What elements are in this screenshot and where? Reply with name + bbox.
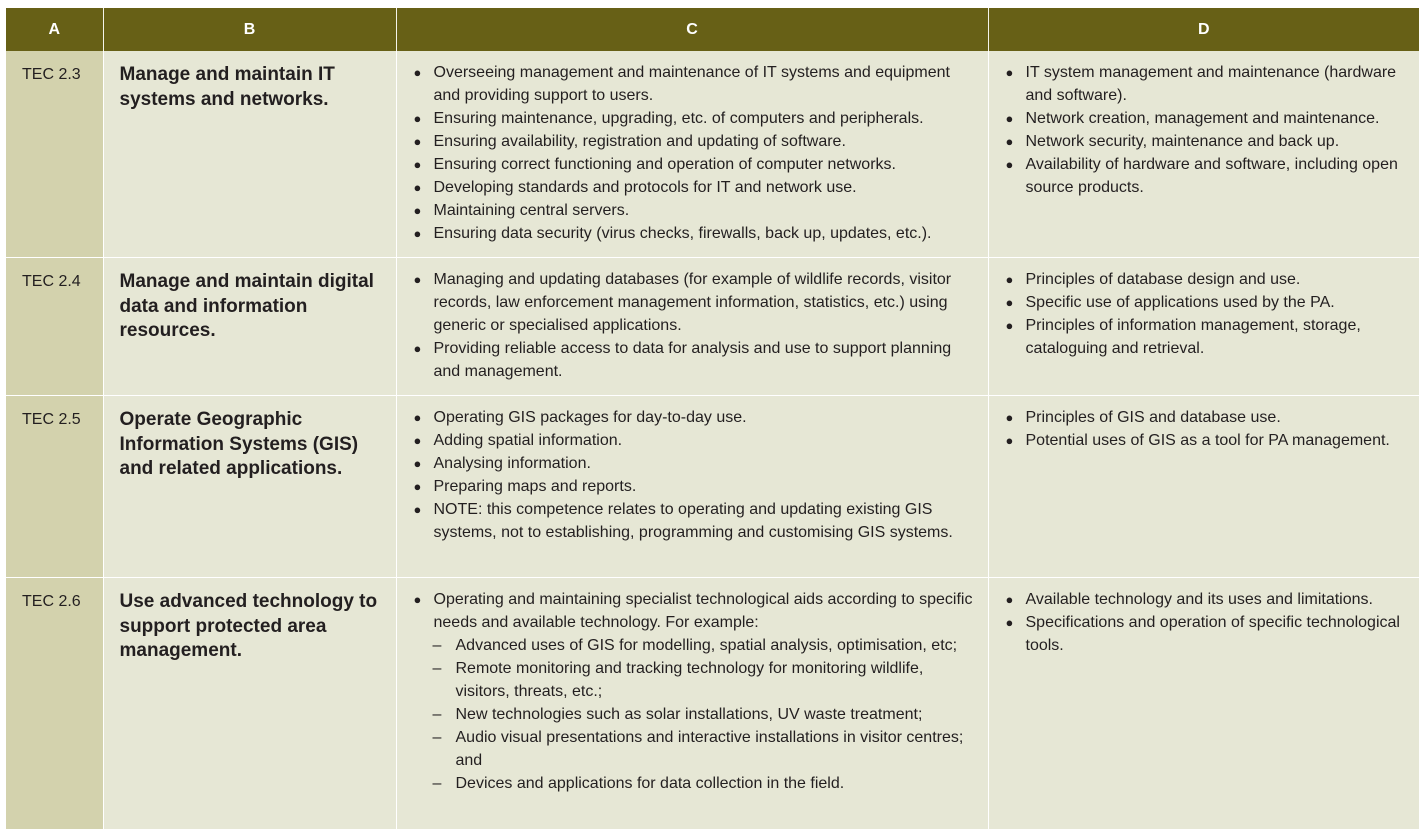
header-d: D <box>988 8 1419 51</box>
list-item: ● NOTE: this competence relates to operating and updating existing GIS systems, not to establishing, programming and customising GIS systems. <box>413 498 976 544</box>
table-row <box>6 578 1419 830</box>
list-item: ● Available technology and its uses and limitations. <box>1005 588 1408 611</box>
list-item: ● Principles of GIS and database use. <box>1005 406 1408 429</box>
table-row <box>6 396 1419 578</box>
sub-list-item: – Remote monitoring and tracking technology for monitoring wildlife, visitors, threats, etc.; <box>413 657 976 703</box>
sub-list-item: – Devices and applications for data collection in the field. <box>413 772 976 795</box>
list-item: ● Preparing maps and reports. <box>413 475 976 498</box>
competence-title: Manage and maintain digital data and information resources. <box>103 258 396 396</box>
knowledge-cell <box>988 51 1419 258</box>
list-item: ● Ensuring maintenance, upgrading, etc. of computers and peripherals. <box>413 107 976 130</box>
list-item: ● IT system management and maintenance (hardware and software). <box>1005 61 1408 107</box>
header-a: A <box>6 8 103 51</box>
activities-cell <box>396 258 988 396</box>
list-item: ● Network creation, management and maintenance. <box>1005 107 1408 130</box>
list-item: ● Maintaining central servers. <box>413 199 976 222</box>
header-c: C <box>396 8 988 51</box>
list-item: ● Ensuring availability, registration and updating of software. <box>413 130 976 153</box>
competence-title: Manage and maintain IT systems and networks. <box>103 51 396 258</box>
competence-title: Operate Geographic Information Systems (GIS) and related applications. <box>103 396 396 578</box>
list-item: ● Operating GIS packages for day-to-day use. <box>413 406 976 429</box>
competence-code: TEC 2.5 <box>6 396 103 578</box>
list-item: ● Specifications and operation of specific technological tools. <box>1005 611 1408 657</box>
list-item: ● Managing and updating databases (for example of wildlife records, visitor records, law enforcement management information, statistics, etc.) using generic or specialised applications. <box>413 268 976 337</box>
competence-title: Use advanced technology to support protected area management. <box>103 578 396 830</box>
list-item: ● Potential uses of GIS as a tool for PA management. <box>1005 429 1408 452</box>
activities-cell <box>396 51 988 258</box>
competence-code: TEC 2.3 <box>6 51 103 258</box>
knowledge-cell <box>988 578 1419 830</box>
header-row <box>6 8 1419 51</box>
list-item: ● Principles of database design and use. <box>1005 268 1408 291</box>
list-item: ● Principles of information management, storage, cataloguing and retrieval. <box>1005 314 1408 360</box>
sub-list-item: – New technologies such as solar installations, UV waste treatment; <box>413 703 976 726</box>
list-item: ● Ensuring data security (virus checks, firewalls, back up, updates, etc.). <box>413 222 976 245</box>
knowledge-cell <box>988 396 1419 578</box>
table-row <box>6 51 1419 258</box>
list-item: ● Network security, maintenance and back up. <box>1005 130 1408 153</box>
list-item: ● Ensuring correct functioning and operation of computer networks. <box>413 153 976 176</box>
list-item: ● Overseeing management and maintenance of IT systems and equipment and providing support to users. <box>413 61 976 107</box>
header-b: B <box>103 8 396 51</box>
table-row <box>6 258 1419 396</box>
list-item: ● Availability of hardware and software, including open source products. <box>1005 153 1408 199</box>
activities-cell <box>396 396 988 578</box>
competence-code: TEC 2.4 <box>6 258 103 396</box>
list-item: ● Analysing information. <box>413 452 976 475</box>
knowledge-cell <box>988 258 1419 396</box>
sub-list-item: – Advanced uses of GIS for modelling, spatial analysis, optimisation, etc; <box>413 634 976 657</box>
sub-list-item: – Audio visual presentations and interactive installations in visitor centres; and <box>413 726 976 772</box>
competence-code: TEC 2.6 <box>6 578 103 830</box>
list-item: ● Providing reliable access to data for analysis and use to support planning and management. <box>413 337 976 383</box>
list-item: ● Operating and maintaining specialist technological aids according to specific needs and available technology. For example: <box>413 588 976 634</box>
activities-cell <box>396 578 988 830</box>
list-item: ● Developing standards and protocols for IT and network use. <box>413 176 976 199</box>
competence-table <box>6 8 1419 830</box>
list-item: ● Adding spatial information. <box>413 429 976 452</box>
list-item: ● Specific use of applications used by the PA. <box>1005 291 1408 314</box>
competence-table-container <box>6 8 1419 830</box>
